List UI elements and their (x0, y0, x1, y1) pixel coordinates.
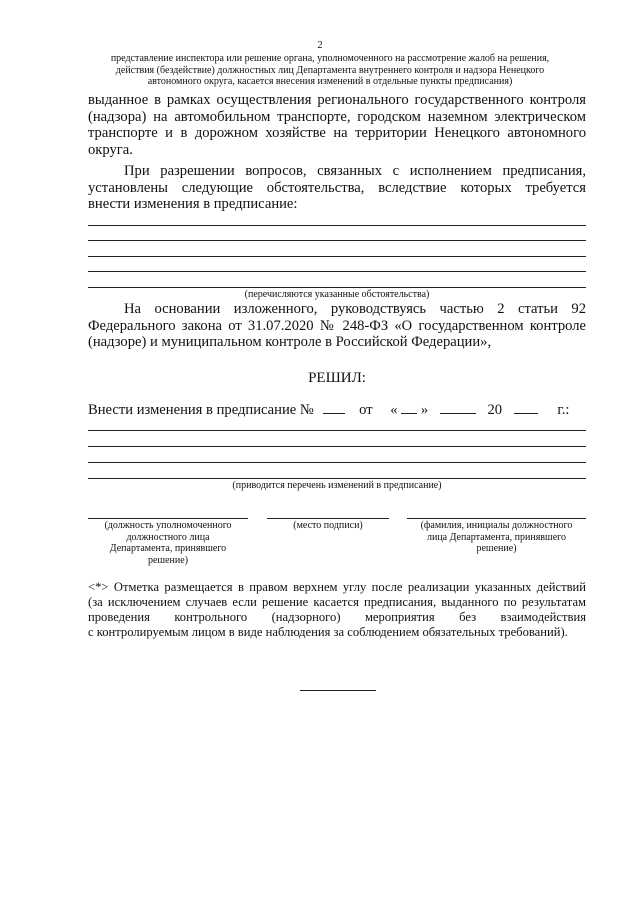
footnote-line: <*> Отметка размещается в правом верхнем углу после реализации указанных действий (88, 580, 586, 594)
header-note-line: действия (бездействие) должностных лиц Департамента внутреннего контроля и надзора Ненецкого (115, 64, 545, 76)
footnote-line: (за исключением случаев если решение касается предписания, выданного по результатам (88, 595, 586, 609)
paragraph-line: округа. (88, 141, 133, 158)
blank-line (88, 430, 586, 431)
caption-line: (фамилия, инициалы должностного (420, 520, 573, 531)
paragraph-line: выданное в рамках осуществления регионального государственного контроля (88, 92, 586, 108)
paragraph-order-scope (88, 92, 586, 158)
amend-line (88, 402, 586, 419)
footnote-line: проведения контрольного (надзорного) мероприятия без взаимодействия (88, 610, 586, 624)
caption-line: должностного лица (126, 531, 210, 543)
blank-line (88, 462, 586, 463)
order-number-field[interactable] (323, 402, 345, 414)
caption-line: Департамента, принявшего (109, 543, 227, 554)
blank-line (88, 271, 586, 272)
caption-circumstances: (перечисляются указанные обстоятельства) (244, 289, 430, 300)
caption-line: (должность уполномоченного (104, 520, 232, 531)
paragraph-line: транспорте и в дорожном хозяйстве на территории Ненецкого автономного (88, 125, 586, 141)
paragraph-legal-basis (88, 301, 586, 351)
paragraph-line: (надзоре) и муниципальном контроле в Российской Федерации», (88, 334, 492, 350)
signature-line-position (88, 518, 248, 519)
year-prefix: 20 (487, 402, 503, 418)
from-label: от (359, 402, 373, 418)
blank-line (88, 225, 586, 226)
footnote-line: с контролируемым лицом в виде наблюдения за соблюдением обязательных требований). (88, 625, 568, 639)
caption-line: решение) (476, 543, 517, 554)
signature-line-name (407, 518, 586, 519)
decision-heading: РЕШИЛ: (308, 370, 366, 386)
caption-name (407, 520, 586, 555)
blank-line (88, 287, 586, 288)
quote-open: « (390, 402, 398, 418)
signature-line-signature (267, 518, 389, 519)
paragraph-line: При разрешении вопросов, связанных с исполнением предписания, (124, 163, 586, 179)
paragraph-line: На основании изложенного, руководствуясь частью 2 статьи 92 (124, 301, 586, 317)
header-note-line: представление инспектора или решение органа, уполномоченного на рассмотрение жалоб на решения, (110, 53, 550, 64)
header-note-line: автономного округа, касается внесения изменений в отдельные пункты предписания) (147, 76, 513, 87)
header-note (80, 53, 580, 88)
caption-signature-place (267, 520, 389, 532)
footnote (88, 580, 586, 640)
blank-line (88, 256, 586, 257)
year-suffix: г.: (557, 402, 570, 418)
caption-changes: (приводится перечень изменений в предписание) (232, 480, 442, 491)
caption-line: (место подписи) (293, 520, 363, 531)
month-field[interactable] (440, 402, 476, 414)
paragraph-line: установлены следующие обстоятельства, вследствие которых требуется (88, 179, 586, 196)
closing-rule (300, 690, 376, 691)
quote-close: » (420, 402, 429, 418)
day-field[interactable] (401, 402, 417, 414)
paragraph-line: (надзора) на автомобильном транспорте, городском наземном электрическом (88, 108, 586, 125)
paragraph-line: внести изменения в предписание: (88, 196, 298, 212)
year-field[interactable] (514, 402, 538, 414)
caption-line: решение) (147, 554, 189, 566)
blank-line (88, 446, 586, 447)
caption-position (88, 520, 248, 566)
paragraph-circumstances (88, 163, 586, 213)
caption-line: лица Департамента, принявшего (426, 531, 567, 543)
blank-line (88, 478, 586, 479)
amend-text: Внести изменения в предписание № (88, 402, 314, 418)
page-number: 2 (317, 40, 323, 51)
paragraph-line: Федерального закона от 31.07.2020 № 248-ФЗ «О государственном контроле (88, 317, 586, 334)
blank-line (88, 240, 586, 241)
